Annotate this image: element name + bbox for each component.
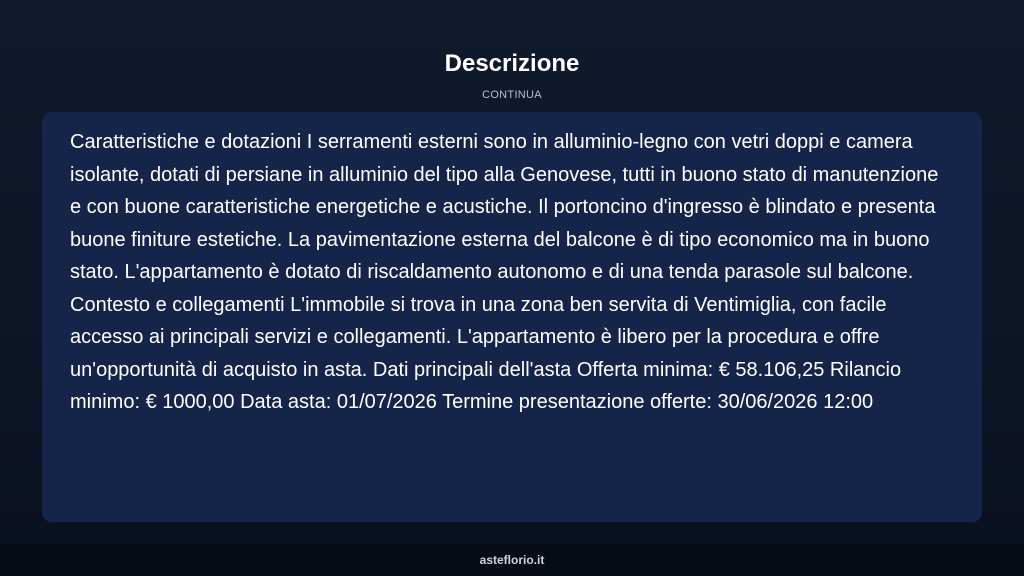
page-header bbox=[0, 46, 1024, 101]
page-title: Descrizione bbox=[444, 50, 580, 77]
footer-bar bbox=[0, 544, 1024, 576]
site-brand: asteflorio.it bbox=[479, 553, 545, 567]
description-text: Caratteristiche e dotazioni I serramenti esterni sono in alluminio-legno con vetri doppi e camera isolante, dotati di persiane in alluminio del tipo alla Genovese, tutti in buono stato di manutenzione e con buone caratteristiche energetiche e acustiche. Il portoncino d'ingresso è blindato e presenta buone finiture estetiche. La pavimentazione esterna del balcone è di tipo economico ma in buono stato. L'appartamento è dotato di riscaldamento autonomo e di una tenda parasole sul balcone. Contesto e collegamenti L'immobile si trova in una zona ben servita di Ventimiglia, con facile accesso ai principali servizi e collegamenti. L'appartamento è libero per la procedura e offre un'opportunità di acquisto in asta. Dati principali dell'asta Offerta minima: € 58.106,25 Rilancio minimo: € 1000,00 Data asta: 01/07/2026 Termine presentazione offerte: 30/06/2026 12:00 bbox=[70, 131, 939, 413]
description-card bbox=[42, 112, 982, 522]
continue-label: CONTINUA bbox=[482, 89, 542, 101]
